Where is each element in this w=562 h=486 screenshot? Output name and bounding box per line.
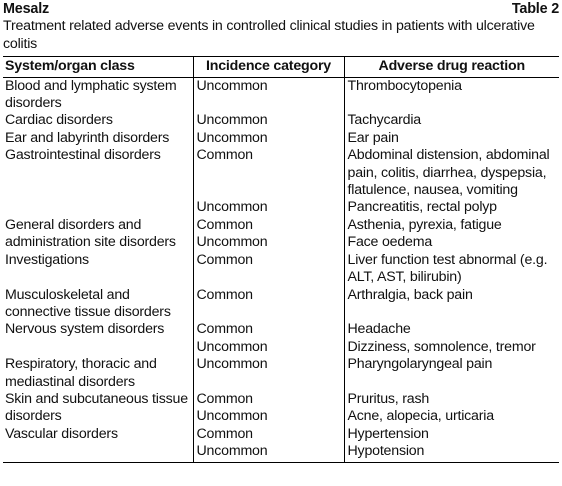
table-label: Table 2 (511, 1, 559, 17)
table-row (3, 217, 559, 252)
cell-system-organ-class: Musculoskeletal and connective tissue disorders (5, 286, 171, 320)
table-row (3, 130, 559, 147)
cell-adverse-drug-reaction: Thrombocytopenia (344, 77, 559, 112)
cell-incidence-category: Common (193, 287, 344, 322)
cell-adverse-drug-reaction: Asthenia, pyrexia, fatigue Face oedema (344, 217, 559, 252)
cell-incidence-category: Uncommon (193, 199, 344, 216)
cell-system-organ-class: Cardiac disorders (5, 112, 113, 129)
cell-system-organ-class: Respiratory, thoracic and mediastinal disorders (5, 356, 157, 390)
drug-name: Mesalz (3, 1, 49, 17)
cell-adverse-drug-reaction: Ear pain (344, 130, 559, 147)
table-row (3, 252, 559, 287)
cell-incidence-category: Common (193, 147, 344, 199)
cell-system-organ-class (3, 199, 193, 216)
cell-incidence-category: Uncommon (193, 112, 344, 129)
cell-system-organ-class: Vascular disorders (3, 426, 193, 462)
cell-system-organ-class: Investigations (5, 251, 89, 268)
cell-adverse-drug-reaction: Arthralgia, back pain (344, 287, 559, 322)
cell-system-organ-class: Ear and labyrinth disorders (5, 129, 170, 146)
table-row (3, 112, 559, 129)
cell-adverse-drug-reaction: Abdominal distension, abdominal pain, colitis, diarrhea, dyspepsia, flatulence, nausea, vomiting (344, 147, 559, 199)
cell-adverse-drug-reaction: Pancreatitis, rectal polyp (344, 199, 559, 216)
table-row (3, 147, 559, 199)
cell-adverse-drug-reaction: Hypertension Hypotension (344, 426, 559, 462)
cell-system-organ-class: Skin and subcutaneous tissue disorders (5, 390, 188, 425)
cell-system-organ-class: General disorders and administration site disorders (5, 216, 176, 251)
cell-system-organ-class: Blood and lymphatic system disorders (5, 77, 177, 112)
cell-incidence-category: Common Uncommon (193, 321, 344, 356)
cell-adverse-drug-reaction: Pharyngolaryngeal pain (344, 356, 559, 391)
table-row (3, 356, 559, 391)
cell-adverse-drug-reaction: Pruritus, rash Acne, alopecia, urticaria (344, 391, 559, 426)
table-caption: Treatment related adverse events in controlled clinical studies in patients with ulcerative colitis (3, 18, 535, 52)
table-header-row (3, 57, 559, 77)
title-row (3, 0, 559, 18)
cell-system-organ-class: Gastrointestinal disorders (5, 147, 161, 164)
cell-incidence-category: Uncommon (193, 130, 344, 147)
column-header-reaction: Adverse drug reaction (344, 57, 559, 77)
cell-incidence-category: Common (193, 252, 344, 287)
cell-system-organ-class: Nervous system disorders (5, 321, 165, 338)
document-page (3, 0, 559, 486)
table-row (3, 321, 559, 356)
cell-adverse-drug-reaction: Liver function test abnormal (e.g. ALT, AST, bilirubin) (344, 252, 559, 287)
cell-adverse-drug-reaction: Headache Dizziness, somnolence, tremor (344, 321, 559, 356)
table-row (3, 391, 559, 426)
column-header-system: System/organ class (3, 57, 193, 77)
cell-incidence-category: Uncommon (193, 356, 344, 391)
cell-incidence-category: Common Uncommon (193, 217, 344, 252)
adverse-events-table (3, 56, 559, 462)
cell-incidence-category: Common Uncommon (193, 426, 344, 462)
column-header-incidence: Incidence category (193, 57, 344, 77)
cell-adverse-drug-reaction: Tachycardia (344, 112, 559, 129)
cell-incidence-category: Common Uncommon (193, 391, 344, 426)
table-row (3, 199, 559, 216)
table-row (3, 426, 559, 462)
table-row (3, 287, 559, 322)
cell-incidence-category: Uncommon (193, 77, 344, 112)
table-row (3, 77, 559, 112)
